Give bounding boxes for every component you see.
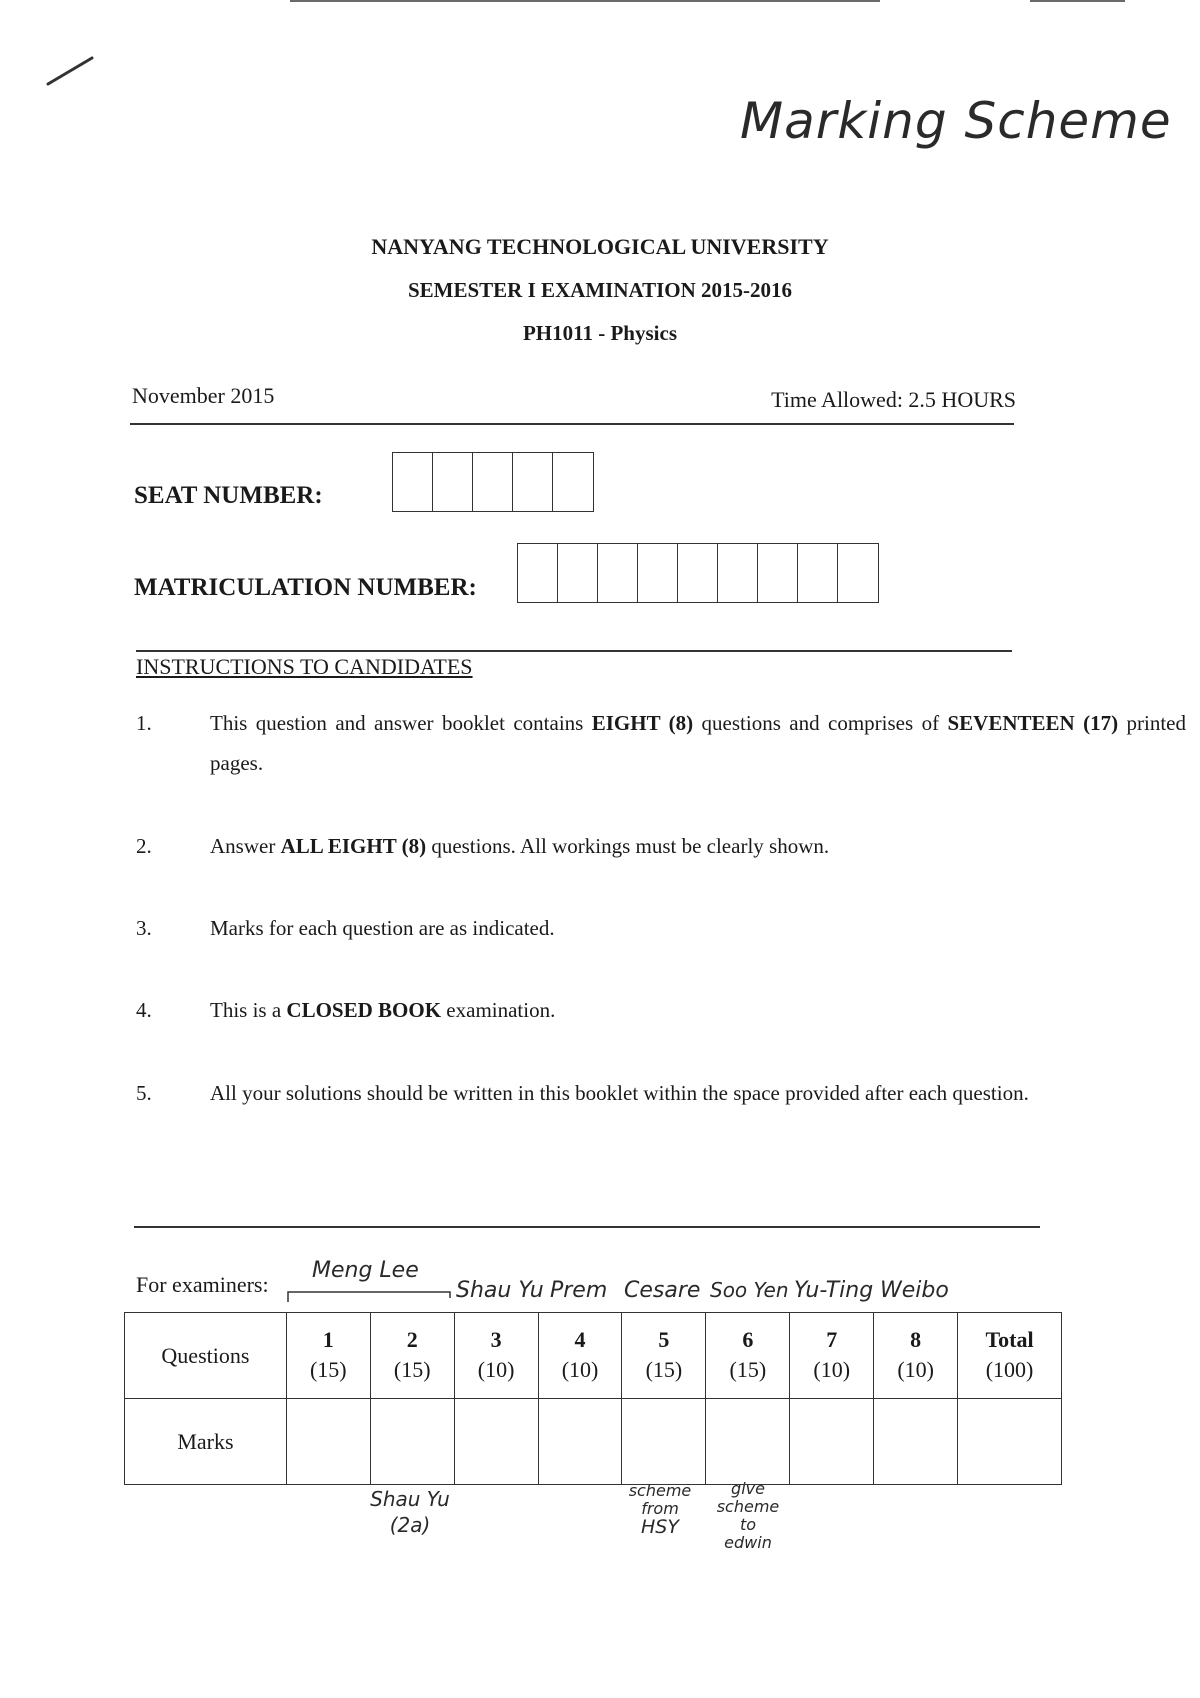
seat-number-label: SEAT NUMBER:: [134, 482, 323, 509]
examiner-name: Yu-Ting: [794, 1278, 874, 1303]
marks-cell[interactable]: [370, 1399, 454, 1485]
pen-mark: [46, 54, 96, 88]
university-name: NANYANG TECHNOLOGICAL UNIVERSITY: [371, 234, 829, 259]
instruction-number: 1.: [136, 711, 152, 735]
instruction-text: [210, 703, 1186, 783]
examiner-bracket: [286, 1288, 454, 1304]
question-cell: [622, 1313, 706, 1399]
matriculation-number-label: MATRICULATION NUMBER:: [134, 574, 477, 601]
instruction-number: 3.: [136, 916, 152, 940]
question-number: 5: [658, 1326, 670, 1352]
examiner-name: Soo Yen: [710, 1278, 789, 1302]
instruction-fragment: This question and answer booklet contains: [210, 711, 592, 735]
matric-digit-box[interactable]: [558, 544, 598, 602]
examiners-rule: [134, 1226, 1040, 1228]
question-cell: [286, 1313, 370, 1399]
marks-cell[interactable]: [706, 1399, 790, 1485]
marks-table: [124, 1312, 1062, 1485]
question-max-marks: (100): [985, 1356, 1034, 1382]
instruction-text: [210, 826, 1186, 866]
instructions-heading: INSTRUCTIONS TO CANDIDATES: [136, 654, 473, 679]
examiner-name: Weibo: [880, 1278, 949, 1303]
note-line: scheme: [628, 1481, 692, 1500]
matric-digit-box[interactable]: [518, 544, 558, 602]
question-max-marks: (15): [645, 1356, 683, 1382]
instruction-emphasis: SEVENTEEN (17): [947, 711, 1119, 735]
marks-label: Marks: [125, 1399, 287, 1485]
note-line: give: [731, 1479, 765, 1498]
examiner-name: Meng Lee: [312, 1258, 419, 1283]
note-line: scheme: [716, 1497, 780, 1516]
note-line: edwin: [724, 1533, 772, 1552]
question-cell: [706, 1313, 790, 1399]
seat-digit-box[interactable]: [433, 453, 473, 511]
marks-cell[interactable]: [874, 1399, 958, 1485]
question-number: 7: [826, 1326, 838, 1352]
question-max-marks: (15): [729, 1356, 767, 1382]
question-cell: [538, 1313, 622, 1399]
question-number: 1: [322, 1326, 334, 1352]
question-max-marks: (10): [897, 1356, 934, 1382]
question-number: 3: [490, 1326, 502, 1352]
question-cell: [790, 1313, 874, 1399]
handwritten-note-q2: [360, 1486, 460, 1538]
marks-cell[interactable]: [538, 1399, 622, 1485]
matric-digit-box[interactable]: [638, 544, 678, 602]
question-max-marks: (15): [309, 1356, 347, 1382]
instructions-rule: [136, 650, 1012, 652]
instruction-fragment: examination.: [441, 998, 556, 1022]
marks-cell[interactable]: [958, 1399, 1062, 1485]
header-rule: [130, 423, 1014, 425]
examiner-name: Shau Yu: [456, 1278, 544, 1303]
instruction-text: [210, 908, 1186, 948]
instruction-text: [210, 1073, 1130, 1113]
question-cell: [874, 1313, 958, 1399]
handwritten-note-q6: [708, 1480, 788, 1552]
instruction-fragment: All your solutions should be written in this booklet within the space provided after each question.: [210, 1081, 1029, 1105]
question-number: 6: [742, 1326, 754, 1352]
examiner-name: Prem: [550, 1278, 608, 1303]
questions-label: Questions: [125, 1313, 287, 1399]
instruction-fragment: This is a: [210, 998, 287, 1022]
marks-row: [125, 1399, 1062, 1485]
seat-digit-box[interactable]: [393, 453, 433, 511]
seat-number-boxes[interactable]: [392, 452, 594, 512]
matric-digit-box[interactable]: [718, 544, 758, 602]
seat-digit-box[interactable]: [513, 453, 553, 511]
matric-digit-box[interactable]: [678, 544, 718, 602]
examiners-label: For examiners:: [136, 1272, 269, 1297]
seat-digit-box[interactable]: [553, 453, 593, 511]
note-line: to: [739, 1515, 757, 1534]
note-line: HSY: [641, 1516, 679, 1538]
seat-digit-box[interactable]: [473, 453, 513, 511]
examiner-name: Cesare: [624, 1278, 701, 1303]
time-allowed: Time Allowed: 2.5 HOURS: [771, 387, 1016, 412]
marks-cell[interactable]: [622, 1399, 706, 1485]
scan-edge-line: [290, 0, 880, 2]
exam-title: SEMESTER I EXAMINATION 2015-2016: [407, 278, 793, 302]
exam-date: November 2015: [132, 383, 275, 408]
question-max-marks: (10): [561, 1356, 599, 1382]
instruction-number: 4.: [136, 998, 152, 1022]
instruction-number: 2.: [136, 834, 152, 858]
question-number: 2: [406, 1326, 418, 1352]
instruction-fragment: questions and comprises of: [693, 711, 948, 735]
matric-digit-box[interactable]: [758, 544, 798, 602]
question-max-marks: (15): [393, 1356, 431, 1382]
marks-cell[interactable]: [454, 1399, 538, 1485]
question-cell: [454, 1313, 538, 1399]
instruction-fragment: printed pages.: [210, 711, 1187, 775]
marks-cell[interactable]: [286, 1399, 370, 1485]
handwritten-note-q5: [620, 1482, 700, 1536]
scan-edge-line: [1030, 0, 1125, 2]
instruction-text: [210, 990, 1186, 1030]
question-number: Total: [985, 1326, 1034, 1352]
note-line: Shau Yu: [370, 1487, 450, 1511]
question-max-marks: (10): [477, 1356, 515, 1382]
questions-row: [125, 1313, 1062, 1399]
matric-digit-box[interactable]: [798, 544, 838, 602]
instruction-fragment: Answer: [210, 834, 281, 858]
question-number: 8: [910, 1326, 922, 1352]
instruction-emphasis: EIGHT (8): [591, 711, 694, 735]
note-line: (2a): [389, 1513, 431, 1537]
instruction-emphasis: CLOSED BOOK: [286, 998, 442, 1022]
question-max-marks: (10): [813, 1356, 851, 1382]
marks-cell[interactable]: [790, 1399, 874, 1485]
matriculation-number-boxes[interactable]: [517, 543, 879, 603]
question-cell: [370, 1313, 454, 1399]
handwritten-title: Marking Scheme: [740, 92, 1172, 150]
question-number: 4: [574, 1326, 586, 1352]
question-cell: [958, 1313, 1062, 1399]
matric-digit-box[interactable]: [838, 544, 878, 602]
matric-digit-box[interactable]: [598, 544, 638, 602]
instruction-number: 5.: [136, 1081, 152, 1105]
instruction-fragment: questions. All workings must be clearly shown.: [426, 834, 830, 858]
course-title: PH1011 - Physics: [522, 321, 677, 345]
note-line: from: [641, 1499, 679, 1518]
instruction-fragment: Marks for each question are as indicated.: [210, 916, 555, 940]
instruction-emphasis: ALL EIGHT (8): [280, 834, 427, 858]
